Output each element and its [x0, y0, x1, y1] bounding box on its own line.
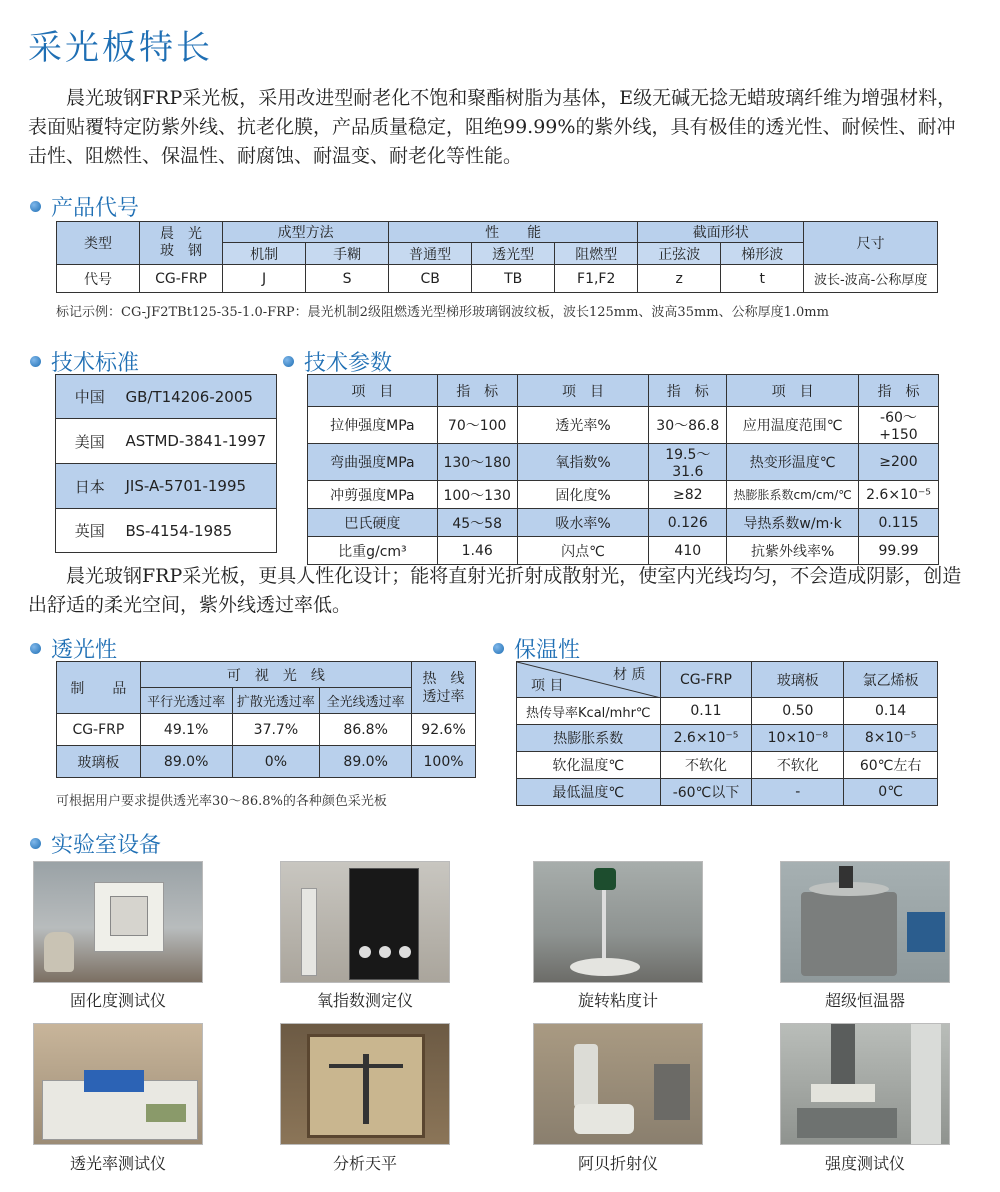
- cell: 0.11: [660, 698, 752, 725]
- cell: J: [223, 265, 306, 293]
- cell: CG-FRP: [660, 662, 752, 698]
- cell: 氯乙烯板: [844, 662, 938, 698]
- cell: 0.126: [649, 509, 727, 537]
- section-standards: [30, 346, 139, 377]
- bullet-icon: [30, 643, 41, 654]
- cell: 成型方法: [223, 222, 389, 243]
- cell: 热膨胀系数cm/cm/℃: [727, 481, 859, 509]
- cell: 尺寸: [804, 222, 938, 265]
- cell: 0%: [232, 746, 320, 778]
- cell: 热 线 透过率: [412, 662, 476, 714]
- cell: 手糊: [306, 243, 389, 265]
- example-note: 标记示例：CG-JF2TBt125-35-1.0-FRP：晨光机制2级阻燃透光型梯形玻璃钢波纹板，波长125mm、波高35mm、公称厚度1.0mm: [56, 305, 829, 320]
- cell: 最低温度℃: [517, 779, 661, 806]
- cell: 阻燃型: [555, 243, 638, 265]
- cell: 2.6×10⁻⁵: [660, 725, 752, 752]
- cell: 导热系数w/m·k: [727, 509, 859, 537]
- cell: 89.0%: [140, 746, 232, 778]
- cell: 代号: [57, 265, 140, 293]
- cell: 抗紫外线率%: [727, 537, 859, 565]
- cell: 透光率%: [517, 407, 649, 444]
- cell: 19.5～31.6: [649, 444, 727, 481]
- cell: ≥200: [858, 444, 938, 481]
- strength-tester-photo: [780, 1023, 950, 1145]
- cell: 项 目: [517, 375, 649, 407]
- cell: 60℃左右: [844, 752, 938, 779]
- cell: t: [721, 265, 804, 293]
- cell: BS-4154-1985: [124, 509, 277, 553]
- cell: -60℃以下: [660, 779, 752, 806]
- section-heading: 技术标准: [51, 351, 140, 376]
- cell: 100～130: [437, 481, 517, 509]
- cell: 86.8%: [320, 714, 412, 746]
- standards-table: [55, 374, 277, 553]
- lab-caption-7: 阿贝折射仪: [577, 1154, 658, 1173]
- cell: CG-FRP: [57, 714, 141, 746]
- section-product-code: [30, 191, 139, 222]
- cell: 英国: [56, 509, 124, 553]
- cell: 机制: [223, 243, 306, 265]
- second-paragraph: 晨光玻钢FRP采光板，更具人性化设计；能将直射光折射成散射光，使室内光线均匀，不会造成阴影，创造出舒适的柔光空间，紫外线透过率低。: [28, 565, 962, 616]
- bullet-icon: [283, 356, 294, 367]
- section-insulation: [493, 633, 580, 664]
- lab-caption-2: 氧指数测定仪: [316, 991, 413, 1010]
- section-params: [283, 346, 392, 377]
- cell: 吸水率%: [517, 509, 649, 537]
- section-heading: 实验室设备: [51, 833, 162, 858]
- cell: CG-FRP: [140, 265, 223, 293]
- bullet-icon: [30, 838, 41, 849]
- cell: 49.1%: [140, 714, 232, 746]
- cell: 0.14: [844, 698, 938, 725]
- section-heading: 透光性: [51, 638, 118, 663]
- cell: ≥82: [649, 481, 727, 509]
- cell: 平行光透过率: [140, 688, 232, 714]
- cell: 晨 光 玻 钢: [140, 222, 223, 265]
- section-heading: 保温性: [514, 638, 581, 663]
- cell: 正弦波: [638, 243, 721, 265]
- cell: 固化度%: [517, 481, 649, 509]
- cell: 热膨胀系数: [517, 725, 661, 752]
- cell: 玻璃板: [752, 662, 844, 698]
- header-item: 项 目: [531, 678, 564, 694]
- cell: -60～+150: [858, 407, 938, 444]
- cell: ASTMD-3841-1997: [124, 419, 277, 464]
- cell: 37.7%: [232, 714, 320, 746]
- light-table: [56, 661, 476, 778]
- cell: 410: [649, 537, 727, 565]
- cell: F1,F2: [555, 265, 638, 293]
- cell: 10×10⁻⁸: [752, 725, 844, 752]
- curing-tester-photo: [33, 861, 203, 983]
- cell: 氧指数%: [517, 444, 649, 481]
- cell: 指 标: [858, 375, 938, 407]
- cell: 应用温度范围℃: [727, 407, 859, 444]
- lab-caption-8: 强度测试仪: [824, 1154, 905, 1173]
- cell: 截面形状: [638, 222, 804, 243]
- cell: S: [306, 265, 389, 293]
- section-heading: 产品代号: [51, 196, 140, 221]
- bullet-icon: [30, 356, 41, 367]
- cell: 闪点℃: [517, 537, 649, 565]
- cell: 波长-波高-公称厚度: [804, 265, 938, 293]
- cell: 透光型: [472, 243, 555, 265]
- cell: 制 品: [57, 662, 141, 714]
- cell: 99.99: [858, 537, 938, 565]
- cell: 8×10⁻⁵: [844, 725, 938, 752]
- cell: 0.115: [858, 509, 938, 537]
- cell: 梯形波: [721, 243, 804, 265]
- lab-caption-6: 分析天平: [332, 1154, 397, 1173]
- cell: 92.6%: [412, 714, 476, 746]
- cell: 全光线透过率: [320, 688, 412, 714]
- cell: 热变形温度℃: [727, 444, 859, 481]
- cell: 扩散光透过率: [232, 688, 320, 714]
- product-code-table: [56, 221, 938, 293]
- cell: z: [638, 265, 721, 293]
- cell: 美国: [56, 419, 124, 464]
- cell: 130～180: [437, 444, 517, 481]
- bullet-icon: [30, 201, 41, 212]
- oxygen-index-photo: [280, 861, 450, 983]
- diagonal-header-cell: [517, 662, 661, 698]
- thermostat-photo: [780, 861, 950, 983]
- cell: -: [752, 779, 844, 806]
- cell: 0.50: [752, 698, 844, 725]
- cell: TB: [472, 265, 555, 293]
- cell: 项 目: [308, 375, 438, 407]
- cell: 可 视 光 线: [140, 662, 411, 688]
- page-title: 采光板特长: [28, 28, 213, 68]
- cell: 不软化: [660, 752, 752, 779]
- cell: 弯曲强度MPa: [308, 444, 438, 481]
- cell: 玻璃板: [57, 746, 141, 778]
- cell: 指 标: [649, 375, 727, 407]
- transmittance-tester-photo: [33, 1023, 203, 1145]
- intro-paragraph: 晨光玻钢FRP采光板，采用改进型耐老化不饱和聚酯树脂为基体，E级无碱无捻无蜡玻璃纤维为增强材料，表面贴覆特定防紫外线、抗老化膜，产品质量稳定，阻绝99.99%的紫外线，具有极佳的透光性、耐候性、耐冲击性、阻燃性、保温性、耐腐蚀、耐温变、耐老化等性能。: [28, 87, 957, 167]
- cell: 热传导率Kcal/mhr℃: [517, 698, 661, 725]
- lab-caption-3: 旋转粘度计: [577, 991, 658, 1010]
- cell: 比重g/cm³: [308, 537, 438, 565]
- cell: 45～58: [437, 509, 517, 537]
- cell: 1.46: [437, 537, 517, 565]
- cell: 100%: [412, 746, 476, 778]
- cell: CB: [389, 265, 472, 293]
- cell: 项 目: [727, 375, 859, 407]
- section-lab: [30, 828, 161, 859]
- bullet-icon: [493, 643, 504, 654]
- cell: 类型: [57, 222, 140, 265]
- params-table: [307, 374, 939, 565]
- section-heading: 技术参数: [304, 351, 393, 376]
- cell: 70～100: [437, 407, 517, 444]
- cell: 0℃: [844, 779, 938, 806]
- lab-caption-5: 透光率测试仪: [69, 1154, 166, 1173]
- section-light: [30, 633, 117, 664]
- refractometer-photo: [533, 1023, 703, 1145]
- header-material: 材 质: [613, 667, 646, 683]
- cell: 冲剪强度MPa: [308, 481, 438, 509]
- lab-caption-1: 固化度测试仪: [69, 991, 166, 1010]
- cell: 拉伸强度MPa: [308, 407, 438, 444]
- cell: 巴氏硬度: [308, 509, 438, 537]
- cell: 性 能: [389, 222, 638, 243]
- cell: 中国: [56, 375, 124, 419]
- cell: 30～86.8: [649, 407, 727, 444]
- cell: 日本: [56, 464, 124, 509]
- balance-photo: [280, 1023, 450, 1145]
- viscometer-photo: [533, 861, 703, 983]
- cell: 普通型: [389, 243, 472, 265]
- insulation-table: [516, 661, 938, 806]
- cell: 不软化: [752, 752, 844, 779]
- cell: 89.0%: [320, 746, 412, 778]
- cell: JIS-A-5701-1995: [124, 464, 277, 509]
- cell: 软化温度℃: [517, 752, 661, 779]
- cell: 2.6×10⁻⁵: [858, 481, 938, 509]
- lab-caption-4: 超级恒温器: [824, 991, 905, 1010]
- cell: GB/T14206-2005: [124, 375, 277, 419]
- light-note: 可根据用户要求提供透光率30～86.8%的各种颜色采光板: [56, 794, 387, 809]
- cell: 指 标: [437, 375, 517, 407]
